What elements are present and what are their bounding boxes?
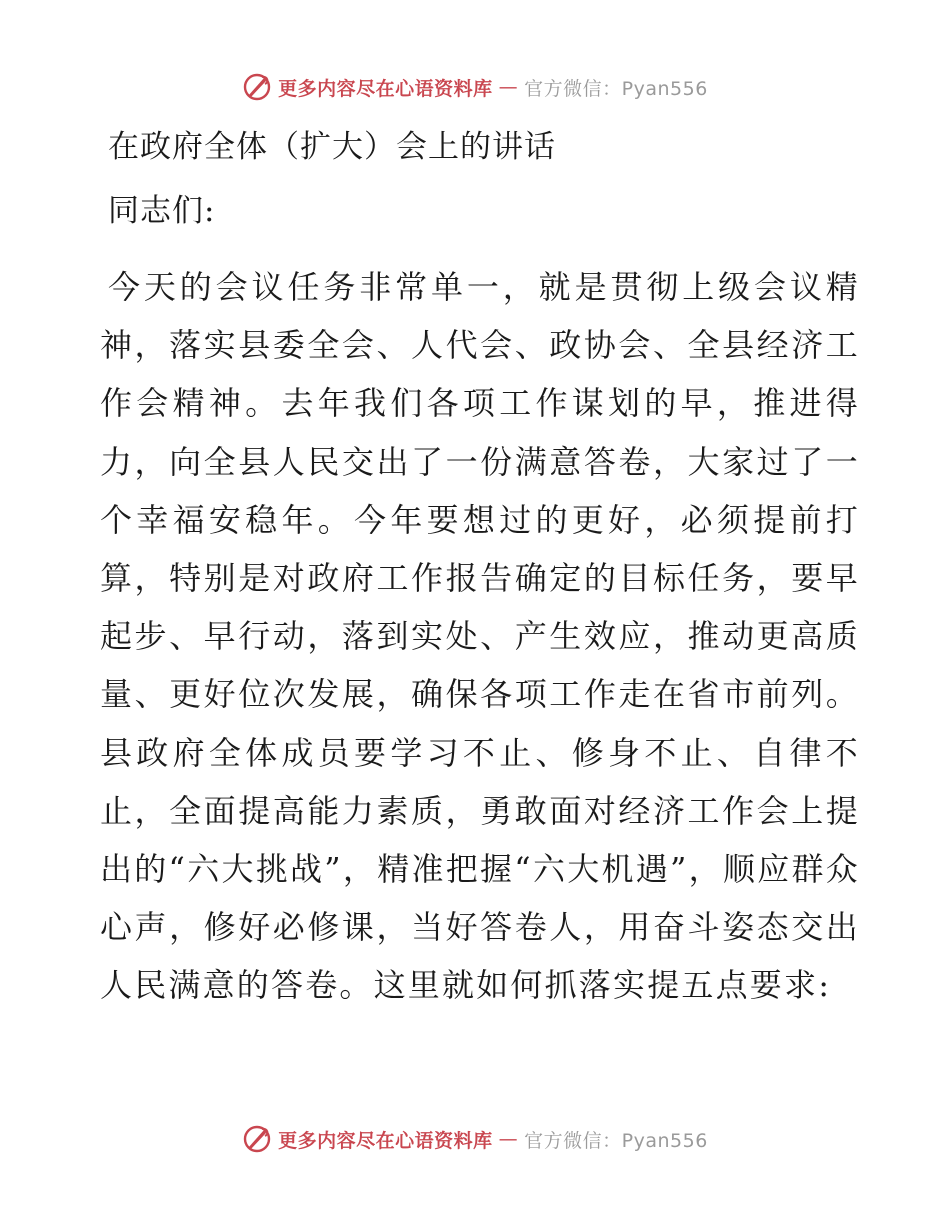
document-title: 在政府全体（扩大）会上的讲话 — [108, 129, 556, 165]
document-body — [100, 126, 860, 1015]
watermark-header — [0, 72, 950, 102]
salutation: 同志们: — [108, 193, 216, 229]
watermark-contact: 官方微信：Pyan556 — [524, 77, 708, 100]
quill-logo-icon — [242, 72, 272, 102]
watermark-dash: — — [498, 76, 519, 98]
quill-logo-icon — [242, 1124, 272, 1154]
watermark-brand: 更多内容尽在心语资料库 — [278, 1129, 493, 1152]
watermark-contact: 官方微信：Pyan556 — [524, 1129, 708, 1152]
watermark-dash: — — [498, 1128, 519, 1150]
body-paragraph: 今天的会议任务非常单一，就是贯彻上级会议精神，落实县委全会、人代会、政协会、全县经济工作会精神。去年我们各项工作谋划的早，推进得力，向全县人民交出了一份满意答卷，大家过了一个幸福安稳年。今年要想过的更好，必须提前打算，特别是对政府工作报告确定的目标任务，要早起步、早行动，落到实处、产生效应，推动更高质量、更好位次发展，确保各项工作走在省市前列。县政府全体成员要学习不止、修身不止、自律不止，全面提高能力素质，勇敢面对经济工作会上提出的“六大挑战”，精准把握“六大机遇”，顺应群众心声，修好必修课，当好答卷人，用奋斗姿态交出人民满意的答卷。这里就如何抓落实提五点要求: — [100, 268, 860, 1005]
watermark-brand: 更多内容尽在心语资料库 — [278, 77, 493, 100]
watermark-footer — [0, 1124, 950, 1154]
